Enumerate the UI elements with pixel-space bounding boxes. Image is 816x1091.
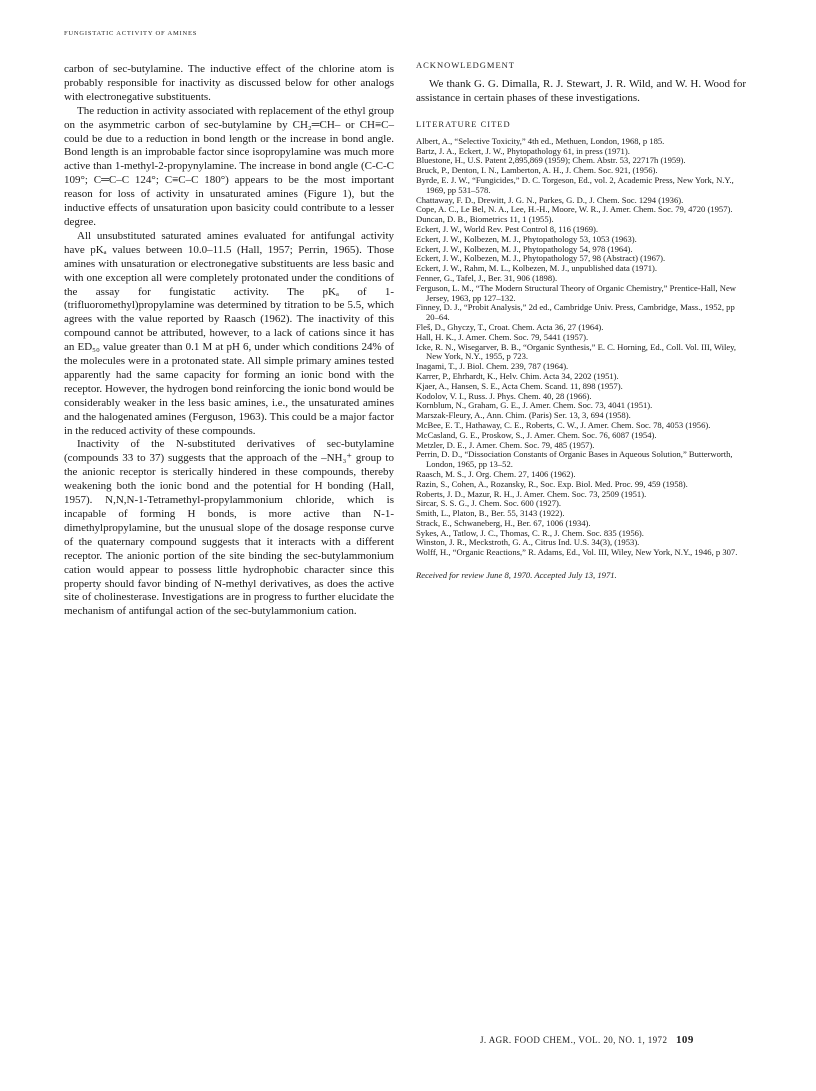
received-note: Received for review June 8, 1970. Accepted July 13, 1971. [416, 570, 617, 581]
reference-item: Bartz, J. A., Eckert, J. W., Phytopathology 61, in press (1971). [416, 145, 630, 156]
acknowledgment-heading: ACKNOWLEDGMENT [416, 60, 515, 70]
reference-item: McCasland, G. E., Proskow, S., J. Amer. Chem. Soc. 76, 6087 (1954). [416, 429, 657, 440]
reference-item: Smith, L., Platon, B., Ber. 55, 3143 (1922). [416, 508, 565, 519]
reference-item: Eckert, J. W., Kolbezen, M. J., Phytopathology 53, 1053 (1963). [416, 233, 637, 244]
reference-item: Eckert, J. W., Rahm, M. L., Kolbezen, M. J., unpublished data (1971). [416, 263, 658, 274]
reference-item: Roberts, J. D., Mazur, R. H., J. Amer. Chem. Soc. 73, 2509 (1951). [416, 488, 647, 499]
body-text-column [64, 63, 394, 619]
paragraph: All unsubstituted saturated amines evaluated for antifungal activity have pKₐ values between 10.0–11.5 (Hall, 1957; Perrin, 1965). Those amines with unsaturation or electronegative substituents are less basic and with one exception all were completely protonated under the conditions of the assay for fungistatic activity. The pKₐ of 1-(trifluoromethyl)propylamine was determined by titration to be 5.5, which agrees with the value reported by Raasch (1962). The inactivity of this compound cannot be attributed, however, to a lack of cations since it has an ED₅₀ value greater than 0.1 M at pH 6, under which conditions 24% of the molecules were in a protonated state. All simple primary amines tested apparently had the same capacity for forming an ionic bond with the receptor. However, the hydrogen bond reinforcing the ionic bond would be considerably weaker in the less basic amines, i.e., the unsaturated amines and the halogenated amines (Ferguson, 1963). This could be a major factor in the reduced activity of these compounds. [64, 229, 394, 437]
paragraph: Inactivity of the N-substituted derivatives of sec-butylamine (compounds 33 to 37) suggests that the approach of the –NH₃⁺ group to the anionic receptor is sterically hindered in these compounds, thereby weakening both the ionic bond and the potential for H bonding (Hall, 1957). N,N,N-1-Tetramethyl-propylammonium chloride, which is incapable of forming H bonds, is more active than N-1-dimethylpropylamine, but the unusual slope of the dosage response curve of the quaternary compound suggests that it interacts with a different receptor. The anionic portion of the site binding the sec-butylammonium cation would appear to possess little hydrophobic character since this property should favor binding of N-methyl derivatives, as does the active site of cholinesterase. Investigations are in progress to further elucidate the mechanism of antifungal action of the sec-butylammonium cation. [64, 438, 394, 618]
reference-item: Strack, E., Schwaneberg, H., Ber. 67, 1006 (1934). [416, 517, 591, 528]
reference-item: Raasch, M. S., J. Org. Chem. 27, 1406 (1962). [416, 468, 576, 479]
reference-item: Icke, R. N., Wisegarver, B. B., “Organic Synthesis,” E. C. Horning, Ed., Coll. Vol. III, Wiley, New York, N.Y., 1955, p 723. [416, 341, 737, 362]
journal-citation: J. AGR. FOOD CHEM., VOL. 20, NO. 1, 1972 [480, 1035, 668, 1045]
reference-item: Wolff, H., “Organic Reactions,” R. Adams, Ed., Vol. III, Wiley, New York, N.Y., 1946, p 307. [416, 547, 738, 558]
page-footer [480, 1034, 694, 1046]
reference-item: Eckert, J. W., Kolbezen, M. J., Phytopathology 57, 98 (Abstract) (1967). [416, 253, 666, 264]
reference-item: Hall, H. K., J. Amer. Chem. Soc. 79, 5441 (1957). [416, 331, 589, 342]
reference-item: Razin, S., Cohen, A., Rozansky, R., Soc. Exp. Biol. Med. Proc. 99, 459 (1958). [416, 478, 688, 489]
paragraph: The reduction in activity associated with replacement of the ethyl group on the asymmetric carbon of sec-butylamine by CH₂═CH– or CH≡C– could be due to a reduction in bond length or the increase in bond angle. Bond length is an improbable factor since isopropylamine was much more active than 1-methyl-2-propynylamine. The increase in bond angle (C-C-C 109°; C═C–C 124°; C≡C–C 180°) appears to be the most important reason for loss of activity in unsaturated amines (Figure 1), but the inductive effects of unsaturation upon basicity could contribute to a lesser degree. [64, 104, 394, 228]
acknowledgment-text: We thank G. G. Dimalla, R. J. Stewart, J. R. Wild, and W. H. Wood for assistance in certain phases of these investigations. [416, 78, 746, 104]
reference-item: Eckert, J. W., World Rev. Pest Control 8, 116 (1969). [416, 223, 599, 234]
reference-item: McBee, E. T., Hathaway, C. E., Roberts, C. W., J. Amer. Chem. Soc. 78, 4053 (1956). [416, 419, 711, 430]
reference-item: Kornblum, N., Graham, G. E., J. Amer. Chem. Soc. 73, 4041 (1951). [416, 400, 653, 411]
reference-item: Byrde, E. J. W., “Fungicides,” D. C. Torgeson, Ed., vol. 2, Academic Press, New York, N.Y., 1969, pp 531–578. [416, 175, 734, 195]
reference-item: Ferguson, L. M., “The Modern Structural Theory of Organic Chemistry,” Prentice-Hall, New Jersey, 1963, pp 127–132. [416, 282, 736, 303]
reference-item: Metzler, D. E., J. Amer. Chem. Soc. 79, 485 (1957). [416, 439, 595, 450]
reference-item: Inagami, T., J. Biol. Chem. 239, 787 (1964). [416, 361, 569, 372]
reference-item: Perrin, D. D., “Dissociation Constants of Organic Bases in Aqueous Solution,” Butterworth, London, 1965, pp 13–52. [416, 449, 733, 470]
page-number: 109 [676, 1034, 694, 1046]
reference-item: Duncan, D. B., Biometrics 11, 1 (1955). [416, 214, 554, 225]
reference-item: Cope, A. C., Le Bel, N. A., Lee, H.-H., Moore, W. R., J. Amer. Chem. Soc. 79, 4720 (1957). [416, 204, 733, 215]
literature-heading: LITERATURE CITED [416, 118, 511, 129]
reference-item: Fenner, G., Tafel, J., Ber. 31, 906 (1898). [416, 272, 558, 283]
reference-item: Chattaway, F. D., Drewitt, J. G. N., Parkes, G. D., J. Chem. Soc. 1294 (1936). [416, 194, 684, 205]
reference-item: Karrer, P., Ehrhardt, K., Helv. Chim. Acta 34, 2202 (1951). [416, 370, 619, 381]
reference-item: Sykes, A., Tatlow, J. C., Thomas, C. R., J. Chem. Soc. 835 (1956). [416, 527, 644, 538]
reference-item: Kjaer, A., Hansen, S. E., Acta Chem. Scand. 11, 898 (1957). [416, 380, 623, 391]
reference-item: Sircar, S. S. G., J. Chem. Soc. 600 (1927). [416, 498, 562, 509]
reference-item: Albert, A., “Selective Toxicity,” 4th ed., Methuen, London, 1968, p 185. [416, 135, 665, 146]
reference-item: Fleš, D., Ghyczy, T., Croat. Chem. Acta 36, 27 (1964). [416, 321, 604, 332]
right-column [416, 60, 746, 580]
reference-item: Finney, D. J., “Probit Analysis,” 2d ed., Cambridge Univ. Press, Cambridge, Mass., 1952, pp 20–64. [416, 302, 735, 323]
reference-item: Eckert, J. W., Kolbezen, M. J., Phytopathology 54, 978 (1964). [416, 243, 633, 254]
reference-item: Bruck, P., Denton, I. N., Lamberton, A. H., J. Chem. Soc. 921, (1956). [416, 165, 658, 176]
reference-list [416, 137, 746, 558]
reference-item: Kodolov, V. I., Russ. J. Phys. Chem. 40, 28 (1966). [416, 390, 592, 401]
reference-item: Bluestone, H., U.S. Patent 2,895,869 (1959); Chem. Abstr. 53, 22717h (1959). [416, 155, 686, 166]
paragraph: carbon of sec-butylamine. The inductive effect of the chlorine atom is probably responsible for inactivity as discussed below for other analogs with electronegative substituents. [64, 63, 394, 103]
reference-item: Marszak-Fleury, A., Ann. Chim. (Paris) Ser. 13, 3, 694 (1958). [416, 410, 631, 421]
running-head: FUNGISTATIC ACTIVITY OF AMINES [64, 30, 198, 37]
reference-item: Winston, J. R., Meckstroth, G. A., Citrus Ind. U.S. 34(3), (1953). [416, 537, 640, 548]
